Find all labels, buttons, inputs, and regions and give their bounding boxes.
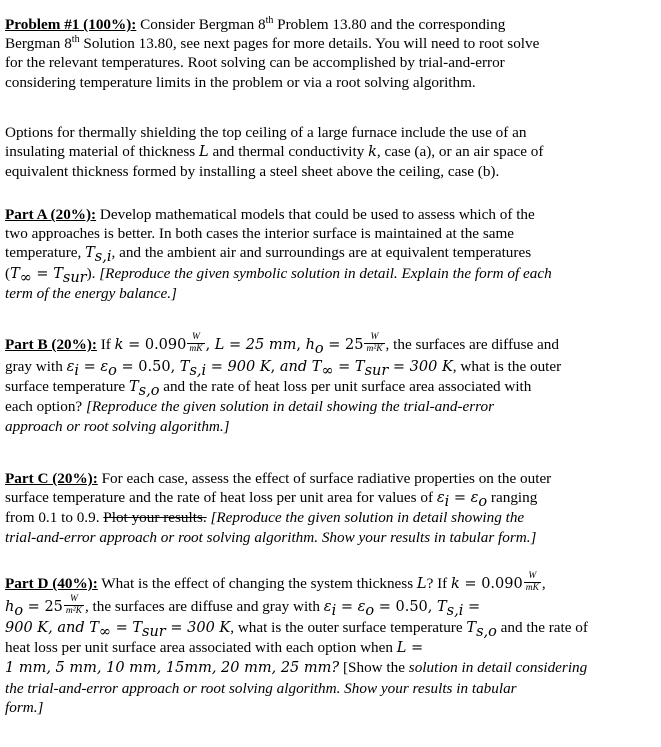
part-b-header: Part B (20%): (5, 335, 97, 353)
unit-w-m2k-d: $\frac{W}{\text{m²K}}$ (65, 594, 82, 616)
part-d-paragraph (5, 573, 657, 717)
unit-w-mk: $\frac{W}{mK}$ (189, 332, 203, 354)
part-b-line-5: approach or root solving algorithm.] (5, 417, 230, 435)
options-line-2: insulating material of thickness L and thermal conductivity k, case (a), or an air space of (5, 143, 544, 161)
options-line-1: Options for thermally shielding the top ceiling of a large furnace include the use of an (5, 124, 527, 141)
part-d-line-3: 900 K, and $T_\infty = T_{sur} = 300$ K, what is the outer surface temperature $T_{s,o}$ and the rate of (5, 619, 588, 641)
problem-line-1: Problem #1 (100%): Consider Bergman 8th Problem 13.80 and the corresponding (5, 14, 506, 33)
part-a-line-1: Part A (20%): Develop mathematical models that could be used to assess which of the (5, 206, 535, 223)
struck-text: Plot your results. (103, 509, 207, 527)
problem-paragraph (5, 15, 657, 92)
options-paragraph (5, 123, 657, 182)
options-line-3: equivalent thickness formed by installing a steel sheet above the ceiling, case (b). (5, 163, 500, 181)
part-a-paragraph (5, 205, 657, 303)
part-b-line-4: each option? [Reproduce the given solution in detail showing the trial-and-error (5, 398, 495, 416)
part-b-paragraph (5, 334, 657, 436)
part-a-line-5: term of the energy balance.] (5, 284, 177, 302)
part-d-line-2: $h_o = 25$ $\frac{W}{\text{m²K}}$ , the surfaces are diffuse and gray with $\varepsilon_i = \varepsilon_o = 0.50$, $T_{s,i}$ = (5, 594, 481, 620)
problem-header: Problem #1 (100%): (5, 16, 137, 33)
unit-w-m2k: $\frac{W}{\text{m²K}}$ (366, 332, 383, 354)
problem-line-4: considering temperature limits in the problem or via a root solving algorithm. (5, 73, 476, 91)
part-c-line-2: surface temperature and the rate of heat loss per unit area for values of $\varepsilon_i = \varepsilon_o$ ranging (5, 489, 538, 511)
unit-w-mk-d: $\frac{W}{mK}$ (525, 571, 539, 593)
part-a-line-2: two approaches is better. In both cases the interior surface is maintained at the same (5, 225, 515, 243)
problem-line-3: for the relevant temperatures. Root solving can be accomplished by trial-and-error (5, 54, 505, 72)
part-a-line-4: $(T_\infty = T_{sur})$. [Reproduce the given symbolic solution in detail. Explain the form of each (5, 264, 552, 286)
part-c-header: Part C (20%): (5, 470, 98, 487)
part-c-line-4: trial-and-error approach or root solving algorithm. Show your results in tabular form.] (5, 528, 537, 546)
part-d-line-4: heat loss per unit surface area associated with each option when L = (5, 639, 424, 657)
part-d-line-1: Part D (40%): What is the effect of changing the system thickness L? If k = 0.090 $\frac{W}{mK}$ , (5, 571, 546, 593)
part-d-line-5: 1 mm, 5 mm, 10 mm, 15mm, 20 mm, 25 mm? [Show the solution in detail considering (5, 659, 588, 677)
part-b-line-3: surface temperature $T_{s,o}$ and the rate of heat loss per unit surface area associated with (5, 378, 532, 400)
part-b-line-1: Part B (20%): If k = 0.090 $\frac{W}{mK}$ , L = 25 mm, $h_o = 25$ $\frac{W}{\text{m²K}}$ , the surfaces are diffuse and (5, 332, 559, 358)
part-d-line-7: form.] (5, 698, 44, 716)
part-b-line-2: gray with $\varepsilon_i = \varepsilon_o = 0.50$, $T_{s,i} = 900$ K, and $T_\infty = T_{sur} = 300$ K, what is the outer (5, 358, 562, 380)
part-a-line-3: temperature, $T_{s,i}$, and the ambient air and surroundings are at equivalent temperatures (5, 244, 532, 266)
part-a-header: Part A (20%): (5, 206, 97, 223)
part-c-line-3: from 0.1 to 0.9. Plot your results. [Reproduce the given solution in detail showing the (5, 509, 525, 527)
part-c-line-1: Part C (20%): For each case, assess the effect of surface radiative properties on the outer (5, 470, 552, 487)
part-c-paragraph (5, 469, 657, 547)
part-d-line-6: the trial-and-error approach or root solving algorithm. Show your results in tabular (5, 679, 517, 697)
part-d-header: Part D (40%): (5, 574, 98, 592)
problem-line-2: Bergman 8th Solution 13.80, see next pages for more details. You will need to root solve (5, 34, 540, 53)
